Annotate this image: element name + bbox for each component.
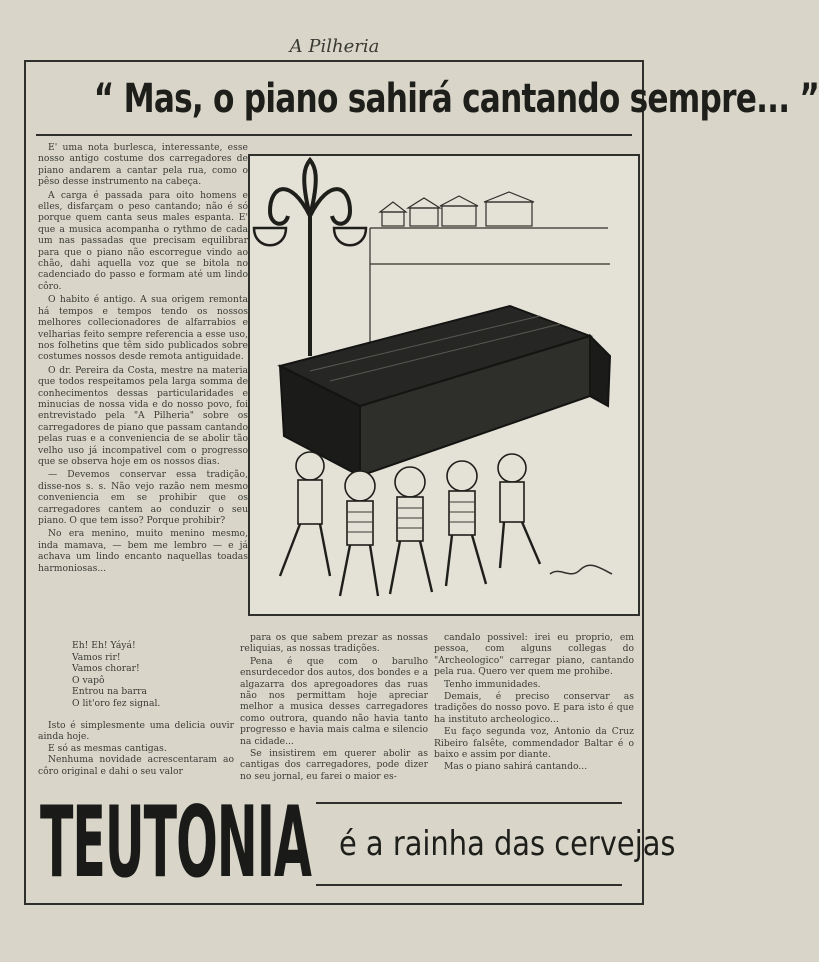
headline: “ Mas, o piano sahirá cantando sempre... ”: [93, 76, 819, 122]
ad-rule-top: [316, 802, 622, 804]
ad-tagline: é a rainha das cervejas: [338, 824, 676, 864]
paragraph: A carga é passada para oito homens e elles, disfarçam o peso cantando; não é só porque quem canta seus males espanta. E' que a musica acompanha o rythmo de cada um nas passadas que precisam equilibrar para que o piano não escorregue vindo ao chão, dahi aquella voz que se bitola no cadenciado do passo e formam até um lindo côro.: [38, 189, 248, 292]
teutonia-advertisement: [36, 784, 676, 902]
paragraph: E só as mesmas cantigas.: [48, 742, 167, 754]
paragraph: candalo possivel: irei eu proprio, em pessoa, com alguns collegas do "Archeologico" carregar piano, cantando pela rua. Quero ver quem me prohibe.: [434, 632, 634, 678]
paragraph: — Devemos conservar essa tradição, disse-nos s. s. Não vejo razão nem mesmo conveniencia em se prohibir que os carregadores cantem ao conduzir o seu piano. O que tem isso? Porque prohibir?: [38, 469, 248, 526]
headline-rule: [36, 134, 632, 136]
paragraph: Mas o piano sahirá cantando...: [444, 761, 588, 773]
ad-rule-bottom: [316, 884, 622, 886]
piano-carriers-illustration: [248, 154, 640, 616]
paragraph: Nenhuma novidade acrescentaram ao côro original e dahi o seu valor: [38, 754, 234, 777]
magazine-header: A Pilheria: [289, 36, 380, 57]
paragraph: Pena é que com o barulho ensurdecedor dos autos, dos bondes e a algazarra dos apregoadores das ruas não nos permittam hoje apreciar melhor a musica desses carregadores como outrora, quando não havia tanto progresso e havia mais calma e silencio na cidade...: [240, 655, 428, 747]
left-column: [38, 142, 248, 692]
paragraph: Tenho immunidades.: [444, 678, 541, 690]
song-line: Eh! Eh! Yáyá!: [72, 640, 136, 651]
song-line: Vamos rir!: [72, 651, 121, 663]
bottom-left-column: [38, 720, 234, 777]
article-frame: [24, 60, 819, 905]
paragraph: para os que sabem prezar as nossas reliquias, as nossas tradições.: [240, 632, 428, 655]
cartoon-drawing: [250, 156, 638, 614]
song-verse: [72, 640, 232, 710]
right-column: [434, 632, 634, 774]
song-line: O lit'oro fez signal.: [72, 697, 161, 709]
paragraph: Demais, é preciso conservar as tradições do nosso povo. E para isto é que ha instituto archeologico...: [434, 691, 634, 725]
paragraph: O habito é antigo. A sua origem remonta há tempos e tempos tendo os nossos melhores collecionadores de alfarrabios e velharias feito sempre referencia a esse uso, nos folhetins que têm sido publicados sobre costumes nossos desde remota antiguidade.: [38, 294, 248, 363]
paragraph: Se insistirem em querer abolir as cantigas dos carregadores, pode dizer no seu jornal, eu farei o maior es-: [240, 748, 428, 782]
song-line: O vapô: [72, 674, 105, 686]
paragraph: No era menino, muito menino mesmo, inda mamava, — bem me lembro — e já achava um lindo encanto naquellas toadas harmoniosas...: [38, 528, 248, 574]
paragraph: Isto é simplesmente uma delicia ouvir ainda hoje.: [38, 720, 234, 743]
song-line: Entrou na barra: [72, 686, 148, 698]
paragraph: Eu faço segunda voz, Antonio da Cruz Ribeiro falsête, commendador Baltar é o baixo e assim por diante.: [434, 726, 634, 761]
ad-brand: TEUTONIA: [40, 786, 311, 900]
paragraph: E' uma nota burlesca, interessante, esse nosso antigo costume dos carregadores de piano andarem a cantar pela rua, como o pêso desse instrumento na cabeça.: [38, 142, 248, 188]
song-line: Vamos chorar!: [72, 663, 140, 675]
middle-column: [240, 632, 428, 783]
paragraph: O dr. Pereira da Costa, mestre na materia que todos respeitamos pela larga somma de conhecimentos dessas particularidades e minucias de nossa vida e do nosso povo, foi entrevistado pela "A Pilheria" sobre os carregadores de piano que passam cantando pelas ruas e a conveniencia de se abolir tão velho uso já incompativel com o progresso que se observa hoje em os nossos dias.: [38, 364, 248, 467]
